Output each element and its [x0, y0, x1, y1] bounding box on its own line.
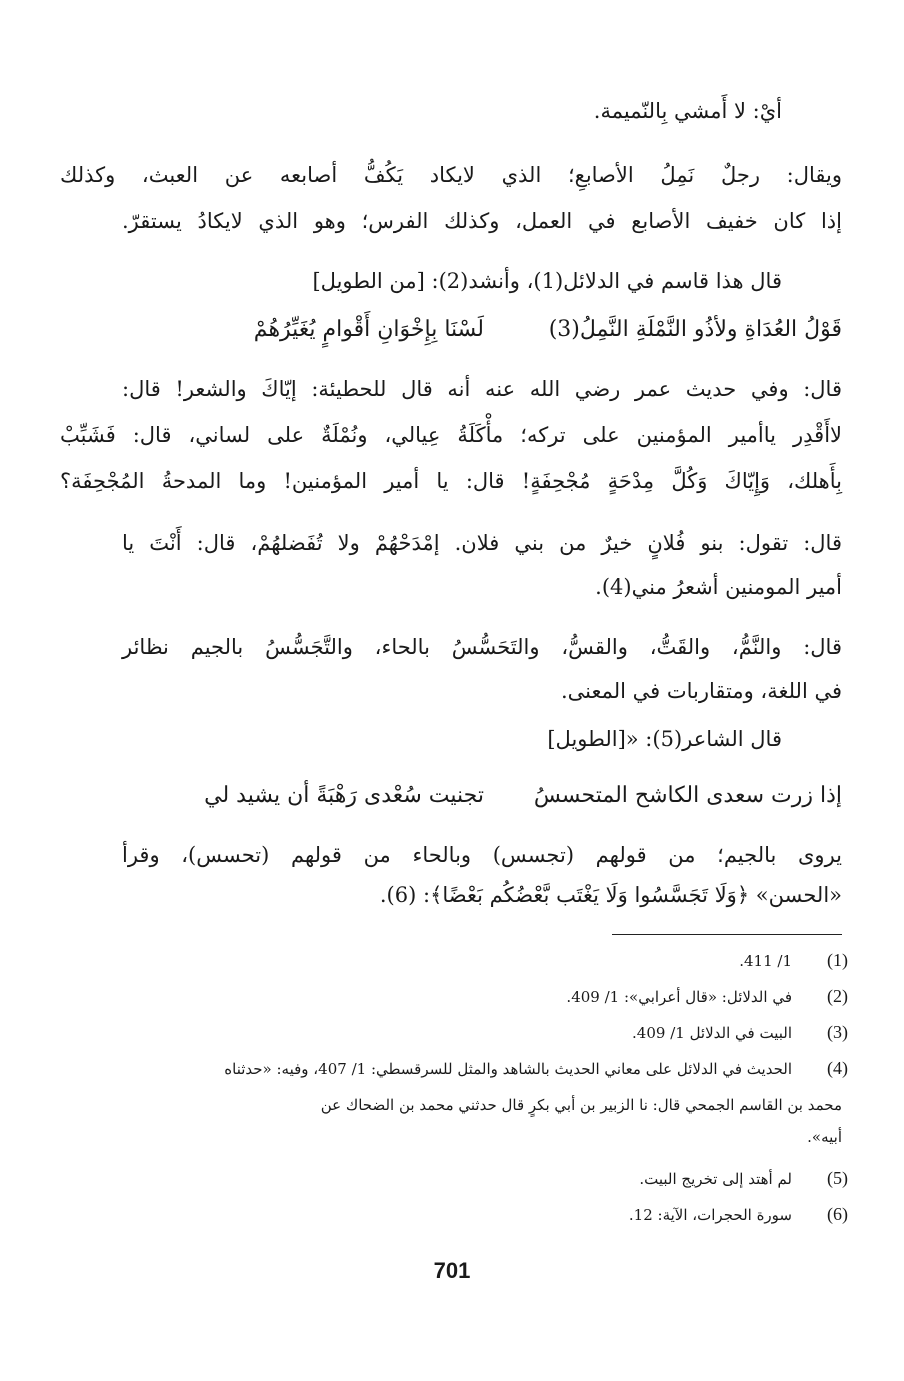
footnote-number: (5): [827, 1168, 848, 1188]
footnote-text: في الدلائل: «قال أعرابي»: 1/ 409.: [566, 988, 792, 1006]
body-line: قال: وفي حديث عمر رضي الله عنه أنه قال للحطيئة: إيّاكَ والشعر! قال:: [122, 377, 842, 401]
footnote-number: (3): [827, 1022, 848, 1042]
verse-hemistich-left: إذا زرت سعدى الكاشح المتحسسُ: [533, 783, 842, 808]
page-number: 701: [433, 1258, 471, 1283]
footnote-text: سورة الحجرات، الآية: 12.: [628, 1206, 792, 1224]
body-line: قال: والنَّمُّ، والقَتُّ، والقسُّ، والتَحَسُّسُ بالحاء، والتَّجَسُّسُ بالجيم نظائر: [122, 635, 842, 659]
body-line: ويقال: رجلٌ نَمِلُ الأصابعِ؛ الذي لايكاد يَكُفُّ أصابعه عن العبث، وكذلك: [60, 163, 842, 187]
footnote-text: البيت في الدلائل 1/ 409.: [632, 1024, 792, 1042]
footnote-number: (1): [827, 950, 848, 970]
verse-hemistich-right: تجنيت سُعْدى رَهْبَةً أن يشيد لي: [204, 783, 484, 808]
footnote-text: أبيه».: [807, 1128, 842, 1146]
footnote-number: (4): [827, 1058, 848, 1078]
body-line: في اللغة، ومتقاربات في المعنى.: [560, 679, 842, 703]
body-line: أمير المومنين أشعرُ مني(4).: [595, 575, 842, 599]
footnote-text: محمد بن القاسم الجمحي قال: نا الزبير بن أبي بكرٍ قال حدثني محمد بن الضحاك عن: [320, 1096, 842, 1114]
footnote-separator: [612, 934, 842, 935]
body-line: يروى بالجيم؛ من قولهم (تجسس) وبالحاء من قولهم (تحسس)، وقرأ: [122, 843, 842, 867]
footnote-number: (2): [827, 986, 848, 1006]
body-line: أيْ: لا أَمشي بِالنّميمة.: [593, 99, 782, 123]
body-line: قال: تقول: بنو فُلانٍ خيرٌ من بني فلان. إمْدَحْهُمْ ولا تُفَضلهُمْ، قال: أَنْتَ يا: [122, 531, 842, 555]
verse-hemistich-right: لَسْنَا بِإِخْوَانِ أَقْوامٍ يُغَيِّرُهُمْ: [253, 317, 484, 342]
body-line: بِأَهلك، وَإِيّاكَ وَكُلَّ مِدْحَةٍ مُجْحِفَةٍ! قال: يا أمير المؤمنين! وما المدحةُ المُجْحِفَة؟: [60, 469, 842, 493]
body-line: لاأَقْدِر ياأمير المؤمنين على تركه؛ مأْكَلَةُ عِيالي، ونُمْلَةٌ على لساني، قال: فَشَبِّبْ: [60, 423, 842, 447]
verse-hemistich-left: قَوْلُ العُدَاةِ ولأذُو النَّمْلَةِ النَّمِلُ(3): [548, 317, 842, 342]
body-line: إذا كان خفيف الأصابع في العمل، وكذلك الفرس؛ وهو الذي لايكادُ يستقرّ.: [122, 209, 842, 233]
body-line: «الحسن» ﴿وَلَا تَجَسَّسُوا وَلَا يَغْتَب بَّعْضُكُم بَعْضًا﴾: (6).: [379, 883, 842, 907]
body-line: قال الشاعر(5): «[الطويل]: [547, 727, 782, 751]
body-line: قال هذا قاسم في الدلائل(1)، وأنشد(2): [من الطويل]: [312, 269, 782, 293]
footnote-text: الحديث في الدلائل على معاني الحديث بالشاهد والمثل للسرقسطي: 1/ 407، وفيه: «حدثناه: [224, 1060, 792, 1078]
footnote-text: لم أهتد إلى تخريج البيت.: [639, 1170, 792, 1188]
footnote-text: 1/ 411.: [739, 952, 792, 970]
footnote-number: (6): [827, 1204, 848, 1224]
